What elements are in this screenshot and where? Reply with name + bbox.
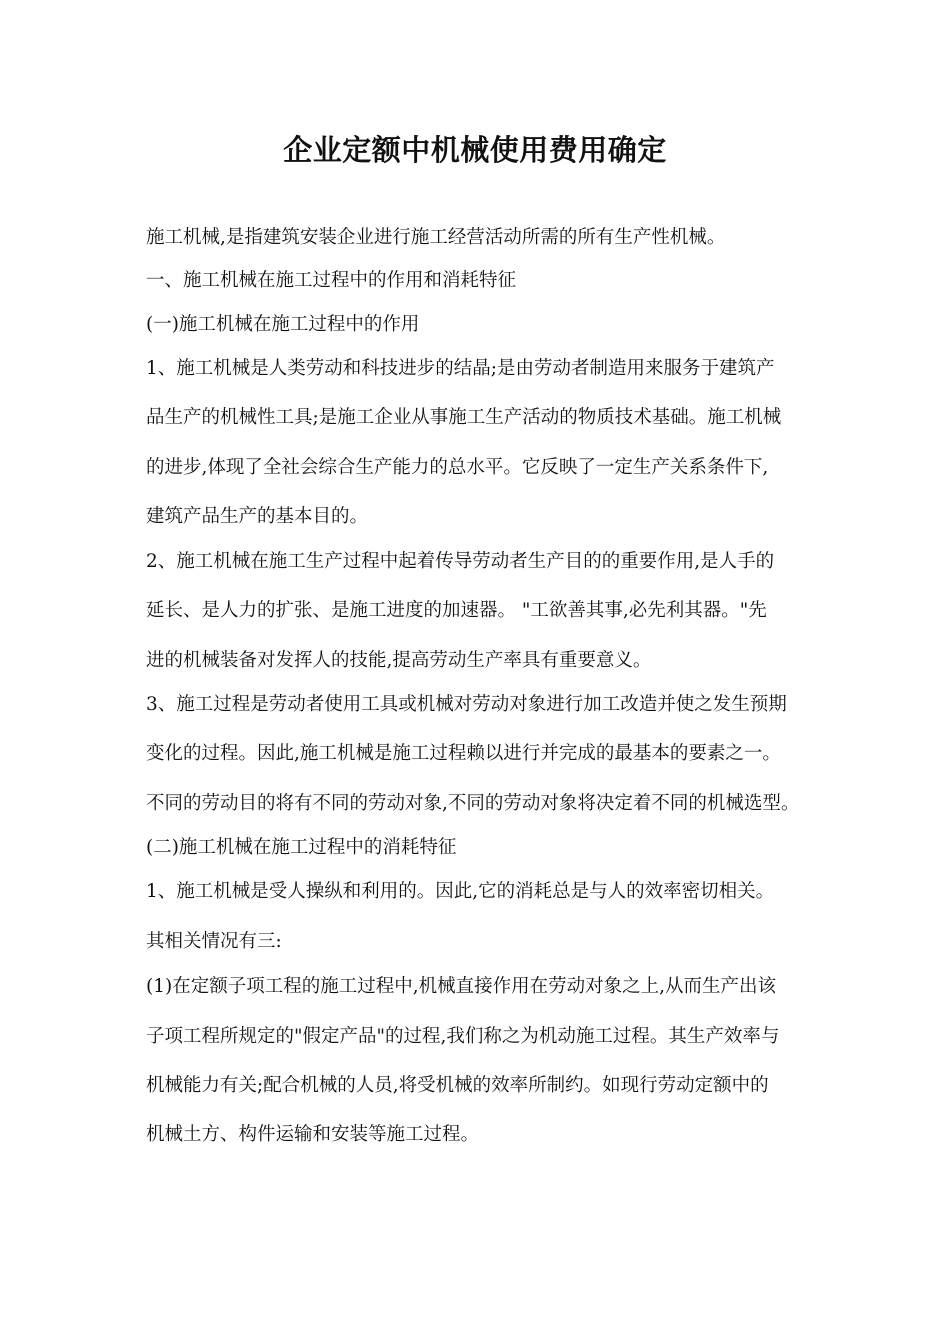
text-line-20: 机械土方、构件运输和安装等施工过程。 bbox=[146, 1124, 480, 1145]
text-line-13: 不同的劳动目的将有不同的劳动对象,不同的劳动对象将决定着不同的机械选型。 bbox=[146, 793, 800, 814]
text-line-6: 的进步,体现了全社会综合生产能力的总水平。它反映了一定生产关系条件下, bbox=[146, 457, 769, 478]
subsection-heading-1: (一)施工机械在施工过程中的作用 bbox=[146, 314, 420, 335]
text-line-16: 其相关情况有三: bbox=[146, 931, 282, 952]
text-line-12: 变化的过程。因此,施工机械是施工过程赖以进行并完成的最基本的要素之一。 bbox=[146, 743, 781, 764]
text-line-9: 延长、是人力的扩张、是施工进度的加速器。 "工欲善其事,必先利其器。"先 bbox=[146, 600, 767, 621]
text-line-18: 子项工程所规定的"假定产品"的过程,我们称之为机动施工过程。其生产效率与 bbox=[146, 1026, 780, 1047]
section-heading-1: 一、施工机械在施工过程中的作用和消耗特征 bbox=[146, 270, 517, 291]
document-title: 企业定额中机械使用费用确定 bbox=[283, 133, 667, 167]
text-line-11: 3、施工过程是劳动者使用工具或机械对劳动对象进行加工改造并使之发生预期 bbox=[146, 694, 787, 715]
text-line-4: 1、施工机械是人类劳动和科技进步的结晶;是由劳动者制造用来服务于建筑产 bbox=[146, 358, 775, 379]
subsection-heading-2: (二)施工机械在施工过程中的消耗特征 bbox=[146, 837, 457, 858]
text-line-1: 施工机械,是指建筑安装企业进行施工经营活动所需的所有生产性机械。 bbox=[146, 227, 726, 248]
text-line-17: (1)在定额子项工程的施工过程中,机械直接作用在劳动对象之上,从而生产出该 bbox=[146, 976, 776, 997]
text-line-5: 品生产的机械性工具;是施工企业从事施工生产活动的物质技术基础。施工机械 bbox=[146, 407, 782, 428]
text-line-10: 进的机械装备对发挥人的技能,提高劳动生产率具有重要意义。 bbox=[146, 650, 652, 671]
text-line-19: 机械能力有关;配合机械的人员,将受机械的效率所制约。如现行劳动定额中的 bbox=[146, 1075, 769, 1096]
text-line-7: 建筑产品生产的基本目的。 bbox=[146, 506, 369, 527]
text-line-15: 1、施工机械是受人操纵和利用的。因此,它的消耗总是与人的效率密切相关。 bbox=[146, 881, 775, 902]
text-line-8: 2、施工机械在施工生产过程中起着传导劳动者生产目的的重要作用,是人手的 bbox=[146, 551, 775, 572]
